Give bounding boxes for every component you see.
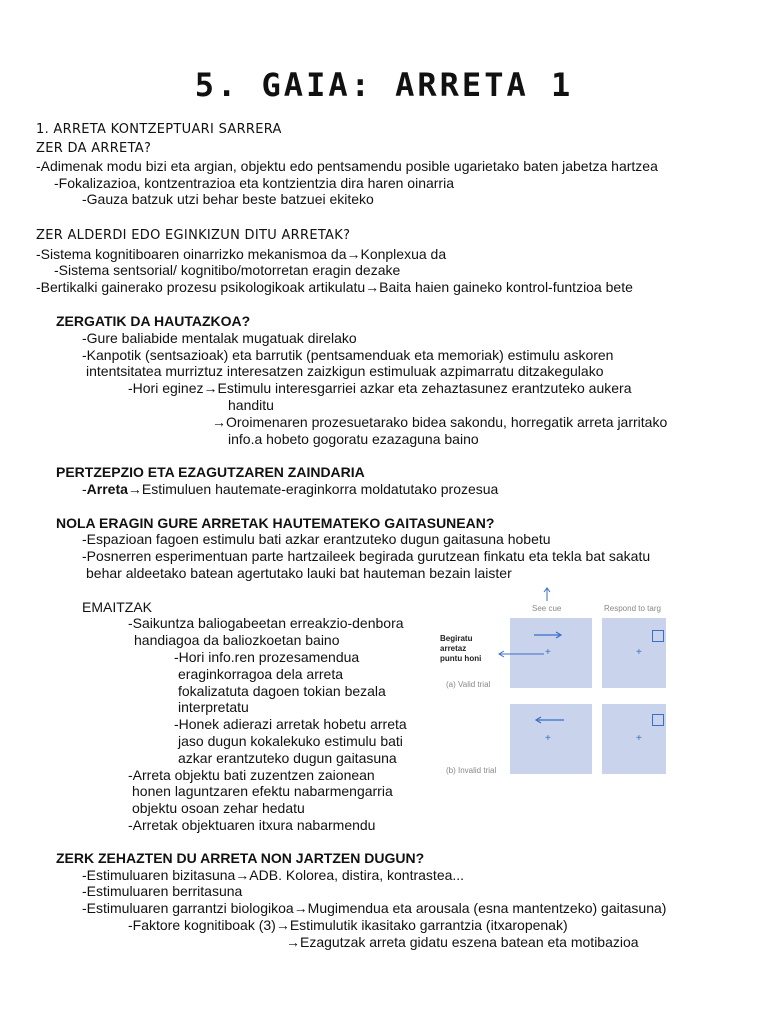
target-square-icon — [652, 714, 664, 726]
question-heading: ZER ALDERDI EDO EGINKIZUN DITU ARRETAK? — [36, 228, 351, 243]
invalid-trial-label: (b) Invalid trial — [446, 766, 497, 775]
page-title: 5. GAIA: ARRETA 1 — [194, 66, 574, 104]
text-line: -Arreta→Estimuluen hautemate-eraginkorra moldatutako prozesua — [82, 481, 499, 497]
section-heading: 1. ARRETA KONTZEPTUARI SARRERA — [36, 122, 282, 137]
fixation-cross-icon: + — [636, 647, 642, 658]
subheading: EMAITZAK — [82, 599, 153, 615]
text-line: honen laguntzaren efektu nabarmengarria — [132, 783, 393, 799]
arrow-right-icon — [532, 631, 564, 639]
text-line: azkar erantzuteko dugun gaitasuna — [178, 750, 397, 766]
text-line: -Espazioan fagoen estimulu bati azkar erantzuteko dugun gaitasuna hobetu — [82, 531, 551, 547]
text-line: -Estimuluaren garrantzi biologikoa→Mugimendua eta arousala (esna mantentzeko) gaitasuna) — [82, 900, 667, 916]
invalid-target-panel — [602, 704, 666, 774]
valid-target-panel — [602, 618, 666, 688]
fixation-cross-icon: + — [636, 733, 642, 744]
section-heading: PERTZEPZIO ETA EZAGUTZAREN ZAINDARIA — [56, 464, 365, 480]
text-line: -Gure baliabide mentalak mugatuak direlako — [82, 330, 357, 346]
text-line: -Saikuntza baliogabeetan erreakzio-denbora — [128, 615, 404, 631]
arrow-left-icon — [496, 650, 546, 658]
text-line: -Arreta objektu bati zuzentzen zaionean — [128, 767, 375, 783]
text-line: →Ezagutzak arreta gidatu eszena batean eta motibazioa — [286, 934, 639, 950]
arrow-left-icon — [534, 716, 566, 724]
arrow-up-icon — [542, 586, 552, 602]
respond-label: Respond to targ — [604, 604, 661, 613]
text-line: -Hori info.ren prozesamendua — [174, 649, 360, 665]
text-line: -Estimuluaren bizitasuna→ADB. Kolorea, distira, kontrastea... — [82, 867, 465, 883]
text-line: info.a hobeto gogoratu ezazaguna baino — [228, 431, 479, 447]
text-line: objektu osoan zehar hedatu — [132, 800, 305, 816]
text-line: -Gauza batzuk utzi behar beste batzuei ekiteko — [82, 191, 374, 207]
text-line: -Sistema sentsorial/ kognitibo/motorretan eragin dezake — [54, 262, 401, 278]
valid-trial-label: (a) Valid trial — [446, 680, 491, 689]
text-line: -Arretak objektuaren itxura nabarmendu — [128, 817, 376, 833]
text-line: -Sistema kognitiboaren oinarrizko mekanismoa da→Konplexua da — [36, 246, 447, 262]
section-heading: ZERK ZEHAZTEN DU ARRETA NON JARTZEN DUGUN? — [56, 850, 425, 866]
text-line: -Hori eginez→Estimulu interesgarriei azkar eta zehaztasunez erantzuteko aukera — [128, 380, 632, 396]
text-line: -Honek adierazi arretak hobetu arreta — [174, 716, 407, 732]
section-heading: ZERGATIK DA HAUTAZKOA? — [56, 313, 251, 329]
text-line: -Adimenak modu bizi eta argian, objektu edo pentsamendu posible ugarietako baten jabetza hartzea — [36, 158, 658, 174]
text-line: jaso dugun kokalekuko estimulu bati — [178, 733, 403, 749]
text-line: -Faktore kognitiboak (3)→Estimulutik ikasitako garrantzia (itxaropenak) — [128, 917, 568, 933]
question-heading: ZER DA ARRETA? — [36, 141, 152, 156]
target-square-icon — [652, 630, 664, 642]
see-cue-label: See cue — [532, 604, 562, 613]
text-line: interpretatu — [178, 699, 249, 715]
bold-term: Arreta — [86, 481, 128, 497]
invalid-cue-panel — [510, 704, 592, 774]
text-line: -Posnerren esperimentuan parte hartzaileek begirada gurutzean finkatu eta tekla bat sakatu — [82, 548, 651, 564]
text-line: eraginkorragoa dela arreta — [178, 666, 343, 682]
text-line: handitu — [228, 397, 274, 413]
text-line: handiagoa da baliozkoetan baino — [134, 632, 340, 648]
text-line: fokalizatuta dagoen tokian bezala — [178, 683, 386, 699]
fixation-cross-icon: + — [545, 647, 551, 658]
text-line: -Bertikalki gainerako prozesu psikologikoak artikulatu→Baita haien gaineko kontrol-funtzioa bete — [36, 279, 633, 295]
fixation-label: Begiratu arretaz puntu honi — [440, 634, 482, 663]
section-heading: NOLA ERAGIN GURE ARRETAK HAUTEMATEKO GAITASUNEAN? — [56, 515, 495, 531]
text-line: intentsitatea murriztuz interesatzen zaizkigun estimuluak azpimarratu ditzakegulako — [86, 363, 604, 379]
text-line: -Kanpotik (sentsazioak) eta barrutik (pentsamenduak eta memoriak) estimulu askoren — [82, 347, 614, 363]
text-line: -Estimuluaren berritasuna — [82, 883, 243, 899]
text-line: behar aldeetako batean agertutako lauki bat hauteman bezain laister — [86, 565, 512, 581]
posner-figure — [432, 586, 666, 776]
fixation-cross-icon: + — [545, 733, 551, 744]
text-line: →Oroimenaren prozesuetarako bidea sakondu, horregatik arreta jarritako — [212, 414, 668, 430]
text-line: -Fokalizazioa, kontzentrazioa eta kontzientzia dira haren oinarria — [54, 175, 454, 191]
